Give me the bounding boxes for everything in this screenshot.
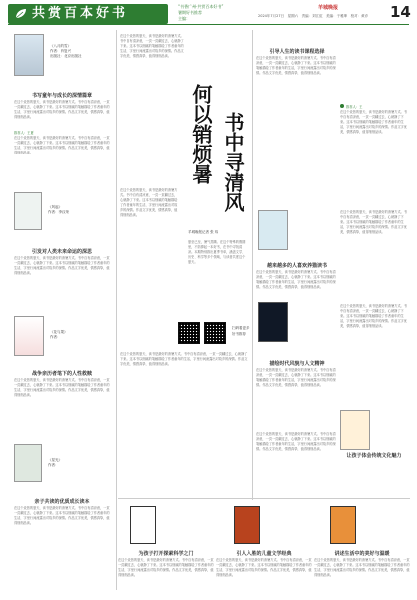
article-headline: 亲子共读的优质成长读本 xyxy=(34,499,90,505)
article-body: 在这个炎热的夏天，读书是最好的消暑方式。书中自有清凉意，一页一页翻过去，心就静了下来。这本书以细腻的笔触描绘了作者童年的生活，字里行间流露出对故乡的深情。作品文字优美，情感真挚，值得细细品读。 xyxy=(256,368,336,387)
article-body: 在这个炎热的夏天，读书是最好的消暑方式。书中自有清凉意，一页一页翻过去，心就静了下来。这本书以细腻的笔触描绘了作者童年的生活，字里行间流露出对故乡的深情。作品文字优美，情感真挚，值得细细品读。 xyxy=(216,558,312,577)
article-body: 在这个炎热的夏天，读书是最好的消暑方式。书中自有清凉意，一页一页翻过去，心就静了下来。这本书以细腻的笔触描绘了作者童年的生活，字里行间流露出对故乡的深情。作品文字优美，情感真挚，值得细细品读。 xyxy=(340,210,407,234)
column-divider xyxy=(116,30,117,590)
article-headline: 让孩子体会传统文化魅力 xyxy=(346,453,402,459)
feature-lead: 夏至已至，暑气蒸腾。在这个特殊的假期里，不妨捧起一本好书，在书中寻找清凉。本期特别推出夏季书单，涵盖文学、历史、科学等多个领域，与读者共度这个夏天。 xyxy=(188,240,246,264)
article-headline: 讲述生活中的美好与温暖 xyxy=(334,551,390,557)
article-headline: 越来越多的人喜欢养猫读书 xyxy=(266,263,327,269)
qr-caption: 好书推荐 xyxy=(232,332,246,336)
article-body: 在这个炎热的夏天，读书是最好的消暑方式。书中自有清凉意，一页一页翻过去，心就静了下来。这本书以细腻的笔触描绘了作者童年的生活，字里行间流露出对故乡的深情。作品文字优美，情感真挚，值得细细品读。 xyxy=(314,558,410,577)
feature-title: 书中寻清风 xyxy=(221,112,245,212)
header-rule xyxy=(8,24,409,25)
article-headline: 引导人生的读书课程选择 xyxy=(269,49,325,55)
feature-title: 何以销烦暑 xyxy=(189,84,213,184)
article-body: 在这个炎热的夏天，读书是最好的消暑方式。书中自有清凉意，一页一页翻过去，心就静了下来。这本书以细腻的笔触描绘了作者童年的生活，字里行间流露出对故乡的深情。作品文字优美，情感真挚，值得细细品读。 xyxy=(14,378,110,397)
date-line: 2024年7月27日 星期六 责编：刘江虹 美编：于雅坤 校对：黄乔 xyxy=(258,14,369,18)
book-caption: 《星光》 作者： xyxy=(48,458,62,467)
page-header xyxy=(0,0,417,26)
book-cover-image xyxy=(340,410,370,450)
article-headline: 引人入胜的儿童文学经典 xyxy=(236,551,292,557)
book-cover-image xyxy=(258,210,288,250)
qr-code[interactable] xyxy=(178,322,200,344)
article-headline: 书写童年与成长的深情篇章 xyxy=(31,93,92,99)
article-body: 在这个炎热的夏天，读书是最好的消暑方式。书中自有清凉意，一页一页翻过去，心就静了下来。这本书以细腻的笔触描绘了作者童年的生活，字里行间流露出对故乡的深情。作品文字优美，情感真挚，值得细细品读。 xyxy=(340,110,407,134)
section-divider xyxy=(118,498,410,499)
book-caption: 《花与果》 作者： xyxy=(50,330,68,339)
book-cover-image xyxy=(14,316,44,356)
article-body: 在这个炎热的夏天，读书是最好的消暑方式。书中自有清凉意，一页一页翻过去，心就静了下来。这本书以细腻的笔触描绘了作者童年的生活，字里行间流露出对故乡的深情。作品文字优美，情感真挚，值得细细品读。 xyxy=(118,558,214,577)
column-divider xyxy=(252,30,253,500)
book-caption: 《风起》 作者：李汉荣 xyxy=(48,205,69,214)
article-body: 在这个炎热的夏天，读书是最好的消暑方式。书中自有清凉意，一页一页翻过去，心就静了下来。这本书以细腻的笔触描绘了作者童年的生活，字里行间流露出对故乡的深情。作品文字优美，情感真挚，值得细细品读。 xyxy=(120,188,178,217)
article-body: 在这个炎热的夏天，读书是最好的消暑方式。书中自有清凉意，一页一页翻过去，心就静了下来。这本书以细腻的笔触描绘了作者童年的生活，字里行间流露出对故乡的深情。作品文字优美，情感真挚，值得细细品读。 xyxy=(120,34,184,58)
article-body: 在这个炎热的夏天，读书是最好的消暑方式。书中自有清凉意，一页一页翻过去，心就静了下来。这本书以细腻的笔触描绘了作者童年的生活，字里行间流露出对故乡的深情。作品文字优美，情感真挚，值得细细品读。 xyxy=(14,506,110,525)
book-cover-image xyxy=(14,444,42,482)
article-body: 在这个炎热的夏天，读书是最好的消暑方式。书中自有清凉意，一页一页翻过去，心就静了下来。这本书以细腻的笔触描绘了作者童年的生活，字里行间流露出对故乡的深情。作品文字优美，情感真挚，值得细细品读。 xyxy=(340,304,407,328)
book-caption: 《八月的雪》 作者：肖复兴 出版社：北京出版社 xyxy=(50,44,82,58)
article-body: 在这个炎热的夏天，读书是最好的消暑方式。书中自有清凉意，一页一页翻过去，心就静了下来。这本书以细腻的笔触描绘了作者童年的生活，字里行间流露出对故乡的深情。作品文字优美，情感真挚，值得细细品读。 xyxy=(14,256,110,275)
leaf-icon xyxy=(14,8,28,20)
article-headline: 战争亲历者笔下的人性救赎 xyxy=(31,371,92,377)
paper-name: 羊城晚报 xyxy=(318,5,339,11)
book-cover-image xyxy=(330,506,356,544)
feature-byline: 羊城晚报记者 张 玮 xyxy=(188,230,219,234)
article-body: 在这个炎热的夏天，读书是最好的消暑方式。书中自有清凉意，一页一页翻过去，心就静了下来。这本书以细腻的笔触描绘了作者童年的生活，字里行间流露出对故乡的深情。作品文字优美，情感真挚，值得细细品读。 xyxy=(14,100,110,119)
article-headline: 为孩子打开探索科学之门 xyxy=(138,551,194,557)
book-cover-image xyxy=(14,34,44,76)
article-body: 在这个炎热的夏天，读书是最好的消暑方式。书中自有清凉意，一页一页翻过去，心就静了下来。这本书以细腻的笔触描绘了作者童年的生活，字里行间流露出对故乡的深情。作品文字优美，情感真挚，值得细细品读。 xyxy=(256,432,336,451)
qr-code[interactable] xyxy=(204,322,226,344)
book-cover-image xyxy=(234,506,260,544)
masthead-subtitle: “书香广州·共赏百本好书” 暑期好书推荐 主编： xyxy=(178,4,224,21)
qr-caption: 扫码看更多 xyxy=(232,326,250,330)
article-body: 在这个炎热的夏天，读书是最好的消暑方式。书中自有清凉意，一页一页翻过去，心就静了下来。这本书以细腻的笔触描绘了作者童年的生活，字里行间流露出对故乡的深情。作品文字优美，情感真挚，值得细细品读。 xyxy=(120,352,248,366)
article-body: 在这个炎热的夏天，读书是最好的消暑方式。书中自有清凉意，一页一页翻过去，心就静了下来。这本书以细腻的笔触描绘了作者童年的生活，字里行间流露出对故乡的深情。作品文字优美，情感真挚，值得细细品读。 xyxy=(256,270,336,289)
article-body: 在这个炎热的夏天，读书是最好的消暑方式。书中自有清凉意，一页一页翻过去，心就静了下来。这本书以细腻的笔触描绘了作者童年的生活，字里行间流露出对故乡的深情。作品文字优美，情感真挚，值得细细品读。 xyxy=(14,136,110,154)
bullet-dot xyxy=(340,104,344,108)
recommender: 推荐人：王 xyxy=(346,105,363,109)
article-headline: 描绘时代风貌与人文精神 xyxy=(269,361,325,367)
recommender: 推荐人：王夏 xyxy=(14,131,34,135)
page-number: 14 xyxy=(390,3,411,21)
book-cover-image xyxy=(258,302,288,342)
article-headline: 引发对人类未来命运的深思 xyxy=(31,249,92,255)
article-body: 在这个炎热的夏天，读书是最好的消暑方式。书中自有清凉意，一页一页翻过去，心就静了下来。这本书以细腻的笔触描绘了作者童年的生活，字里行间流露出对故乡的深情。作品文字优美，情感真挚，值得细细品读。 xyxy=(256,56,336,75)
book-cover-image xyxy=(130,506,156,544)
masthead-title: 共赏百本好书 xyxy=(32,6,129,21)
book-cover-image xyxy=(14,192,42,230)
masthead-banner xyxy=(8,4,168,24)
